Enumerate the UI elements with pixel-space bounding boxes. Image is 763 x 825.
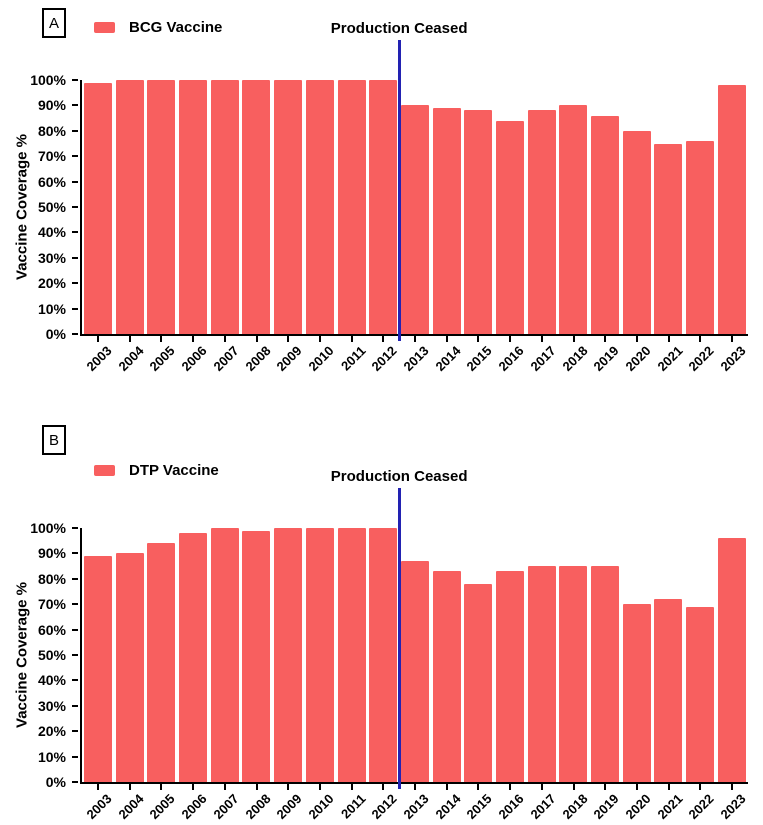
y-tick: [72, 231, 78, 233]
x-tick-label: 2019: [590, 791, 622, 823]
event-line: [398, 488, 401, 789]
bar-2013: [401, 105, 429, 334]
y-tick-label: 0%: [45, 774, 66, 790]
legend-b: [94, 462, 219, 479]
x-tick-label: 2007: [210, 791, 242, 823]
x-tick-label: 2008: [242, 343, 274, 375]
x-tick-label: 2010: [305, 791, 337, 823]
y-tick-label: 20%: [37, 275, 66, 292]
x-tick-label: 2006: [178, 343, 210, 375]
bar-2019: [591, 116, 619, 334]
annotation: Production Ceased: [330, 20, 468, 37]
x-tick: [668, 336, 670, 342]
x-tick-label: 2008: [242, 791, 274, 823]
x-tick: [446, 784, 448, 790]
x-tick-label: 2015: [463, 343, 495, 375]
x-tick-label: 2020: [622, 791, 654, 823]
bar-2017: [528, 566, 556, 782]
y-tick-label: 10%: [37, 300, 66, 317]
x-tick-label: 2020: [622, 343, 654, 375]
bar-2016: [496, 121, 524, 334]
y-tick: [72, 79, 78, 81]
bar-2005: [147, 543, 175, 782]
legend-swatch-icon: [94, 22, 115, 33]
bar-2023: [718, 85, 746, 334]
panel-b-label: B: [48, 431, 59, 449]
bar-2007: [211, 528, 239, 782]
y-axis-title: Vaccine Coverage %: [13, 582, 31, 728]
bar-2010: [306, 528, 334, 782]
y-tick: [72, 756, 78, 758]
bar-2006: [179, 533, 207, 782]
x-tick: [636, 336, 638, 342]
bar-2010: [306, 80, 334, 334]
bar-2022: [686, 141, 714, 334]
y-tick: [72, 552, 78, 554]
y-tick-label: 70%: [37, 596, 66, 613]
y-tick: [72, 527, 78, 529]
x-tick-label: 2017: [527, 343, 559, 375]
x-tick-label: 2015: [463, 791, 495, 823]
bar-2003: [84, 83, 112, 334]
x-tick-label: 2018: [559, 791, 591, 823]
bar-2012: [369, 528, 397, 782]
x-tick-label: 2014: [432, 791, 464, 823]
y-tick-label: 90%: [37, 97, 66, 114]
bar-2018: [559, 105, 587, 334]
y-axis-title: Vaccine Coverage %: [13, 134, 31, 280]
x-tick: [636, 784, 638, 790]
y-tick: [72, 257, 78, 259]
bars: [82, 80, 748, 334]
x-tick: [319, 784, 321, 790]
x-tick-label: 2010: [305, 343, 337, 375]
bar-2006: [179, 80, 207, 334]
bar-2021: [654, 599, 682, 782]
y-tick-label: 80%: [37, 570, 66, 587]
bar-2023: [718, 538, 746, 782]
x-tick-label: 2006: [178, 791, 210, 823]
bar-2014: [433, 571, 461, 782]
x-tick: [699, 336, 701, 342]
x-tick: [256, 336, 258, 342]
x-tick-label: 2018: [559, 343, 591, 375]
x-tick: [129, 784, 131, 790]
bar-2012: [369, 80, 397, 334]
y-tick: [72, 654, 78, 656]
y-tick: [72, 679, 78, 681]
x-tick: [509, 336, 511, 342]
x-tick: [382, 784, 384, 790]
bar-2021: [654, 144, 682, 335]
x-tick: [160, 336, 162, 342]
x-tick-label: 2023: [717, 791, 749, 823]
x-tick: [192, 336, 194, 342]
panel-a-label: A: [48, 14, 59, 32]
y-tick-label: 30%: [37, 249, 66, 266]
y-tick: [72, 104, 78, 106]
x-tick-label: 2021: [654, 343, 686, 375]
x-tick: [287, 336, 289, 342]
legend-label: DTP Vaccine: [129, 462, 219, 479]
x-tick: [668, 784, 670, 790]
x-tick: [224, 336, 226, 342]
x-tick: [731, 336, 733, 342]
x-tick: [224, 784, 226, 790]
x-tick-label: 2017: [527, 791, 559, 823]
y-tick-label: 50%: [37, 647, 66, 663]
x-tick-label: 2021: [654, 791, 686, 823]
x-tick: [509, 784, 511, 790]
x-tick-label: 2005: [146, 791, 178, 823]
x-tick: [160, 784, 162, 790]
bar-2019: [591, 566, 619, 782]
x-tick: [699, 784, 701, 790]
x-tick: [731, 784, 733, 790]
x-tick: [477, 336, 479, 342]
x-tick: [351, 784, 353, 790]
bar-2008: [242, 80, 270, 334]
panel-a-label-box: [42, 8, 66, 38]
x-tick-label: 2004: [115, 343, 147, 375]
x-tick: [604, 784, 606, 790]
y-tick-label: 100%: [30, 72, 66, 88]
x-tick-label: 2009: [273, 791, 305, 823]
bar-2011: [338, 80, 366, 334]
bars: [82, 528, 748, 782]
bar-2007: [211, 80, 239, 334]
legend-swatch-icon: [94, 465, 115, 476]
bar-2004: [116, 80, 144, 334]
y-tick-label: 90%: [37, 545, 66, 562]
x-tick: [319, 336, 321, 342]
x-tick-label: 2012: [368, 791, 400, 823]
x-tick-label: 2013: [400, 343, 432, 375]
annotation: Production Ceased: [330, 468, 468, 485]
x-tick: [382, 336, 384, 342]
y-tick: [72, 333, 78, 335]
y-tick-label: 10%: [37, 748, 66, 765]
x-tick: [446, 336, 448, 342]
bar-2013: [401, 561, 429, 782]
bar-2016: [496, 571, 524, 782]
y-tick: [72, 181, 78, 183]
bar-2011: [338, 528, 366, 782]
y-tick-label: 50%: [37, 199, 66, 215]
x-tick-label: 2019: [590, 343, 622, 375]
y-tick-label: 40%: [37, 224, 66, 241]
x-tick-label: 2011: [337, 791, 369, 822]
x-tick-label: 2016: [495, 791, 527, 823]
x-tick: [351, 336, 353, 342]
y-tick-label: 60%: [37, 173, 66, 190]
y-axis: [0, 72, 78, 342]
bar-2014: [433, 108, 461, 334]
x-tick-label: 2022: [685, 343, 717, 375]
x-tick-label: 2016: [495, 343, 527, 375]
x-tick: [477, 784, 479, 790]
x-tick: [414, 784, 416, 790]
x-tick-label: 2012: [368, 343, 400, 375]
x-tick: [97, 784, 99, 790]
y-tick: [72, 781, 78, 783]
bar-2004: [116, 553, 144, 782]
bar-2017: [528, 110, 556, 334]
x-tick: [287, 784, 289, 790]
y-tick: [72, 578, 78, 580]
x-tick: [573, 336, 575, 342]
y-tick: [72, 629, 78, 631]
x-tick-label: 2009: [273, 343, 305, 375]
y-tick: [72, 730, 78, 732]
bar-2020: [623, 131, 651, 334]
y-tick: [72, 705, 78, 707]
y-tick: [72, 308, 78, 310]
legend-label: BCG Vaccine: [129, 19, 223, 36]
bar-2020: [623, 604, 651, 782]
bar-2015: [464, 110, 492, 334]
x-tick: [573, 784, 575, 790]
x-tick-label: 2013: [400, 791, 432, 823]
y-tick-label: 0%: [45, 326, 66, 342]
bar-2018: [559, 566, 587, 782]
x-tick: [604, 336, 606, 342]
y-tick-label: 40%: [37, 672, 66, 689]
legend-a: [94, 19, 222, 36]
x-tick-label: 2007: [210, 343, 242, 375]
bar-2005: [147, 80, 175, 334]
y-tick: [72, 130, 78, 132]
y-tick-label: 80%: [37, 122, 66, 139]
bar-2008: [242, 531, 270, 782]
x-tick-label: 2003: [83, 791, 115, 823]
panel-b-label-box: [42, 425, 66, 455]
x-tick: [414, 336, 416, 342]
y-tick-label: 100%: [30, 520, 66, 536]
panel-a: [0, 0, 763, 412]
y-tick: [72, 282, 78, 284]
x-tick-label: 2014: [432, 343, 464, 375]
y-tick-label: 60%: [37, 621, 66, 638]
x-tick: [129, 336, 131, 342]
x-tick: [541, 784, 543, 790]
y-tick: [72, 206, 78, 208]
x-tick-label: 2011: [337, 343, 369, 374]
y-axis: [0, 520, 78, 790]
bar-2009: [274, 528, 302, 782]
bar-2015: [464, 584, 492, 782]
event-line: [398, 40, 401, 341]
bar-2022: [686, 607, 714, 782]
x-tick: [256, 784, 258, 790]
y-tick-label: 20%: [37, 723, 66, 740]
y-tick: [72, 155, 78, 157]
panel-b: [0, 412, 763, 825]
y-tick-label: 30%: [37, 697, 66, 714]
x-tick-label: 2023: [717, 343, 749, 375]
x-tick-label: 2005: [146, 343, 178, 375]
x-tick: [541, 336, 543, 342]
y-tick: [72, 603, 78, 605]
x-tick-label: 2022: [685, 791, 717, 823]
x-tick: [192, 784, 194, 790]
bar-2009: [274, 80, 302, 334]
x-tick: [97, 336, 99, 342]
y-tick-label: 70%: [37, 148, 66, 165]
x-tick-label: 2003: [83, 343, 115, 375]
bar-2003: [84, 556, 112, 782]
x-tick-label: 2004: [115, 791, 147, 823]
